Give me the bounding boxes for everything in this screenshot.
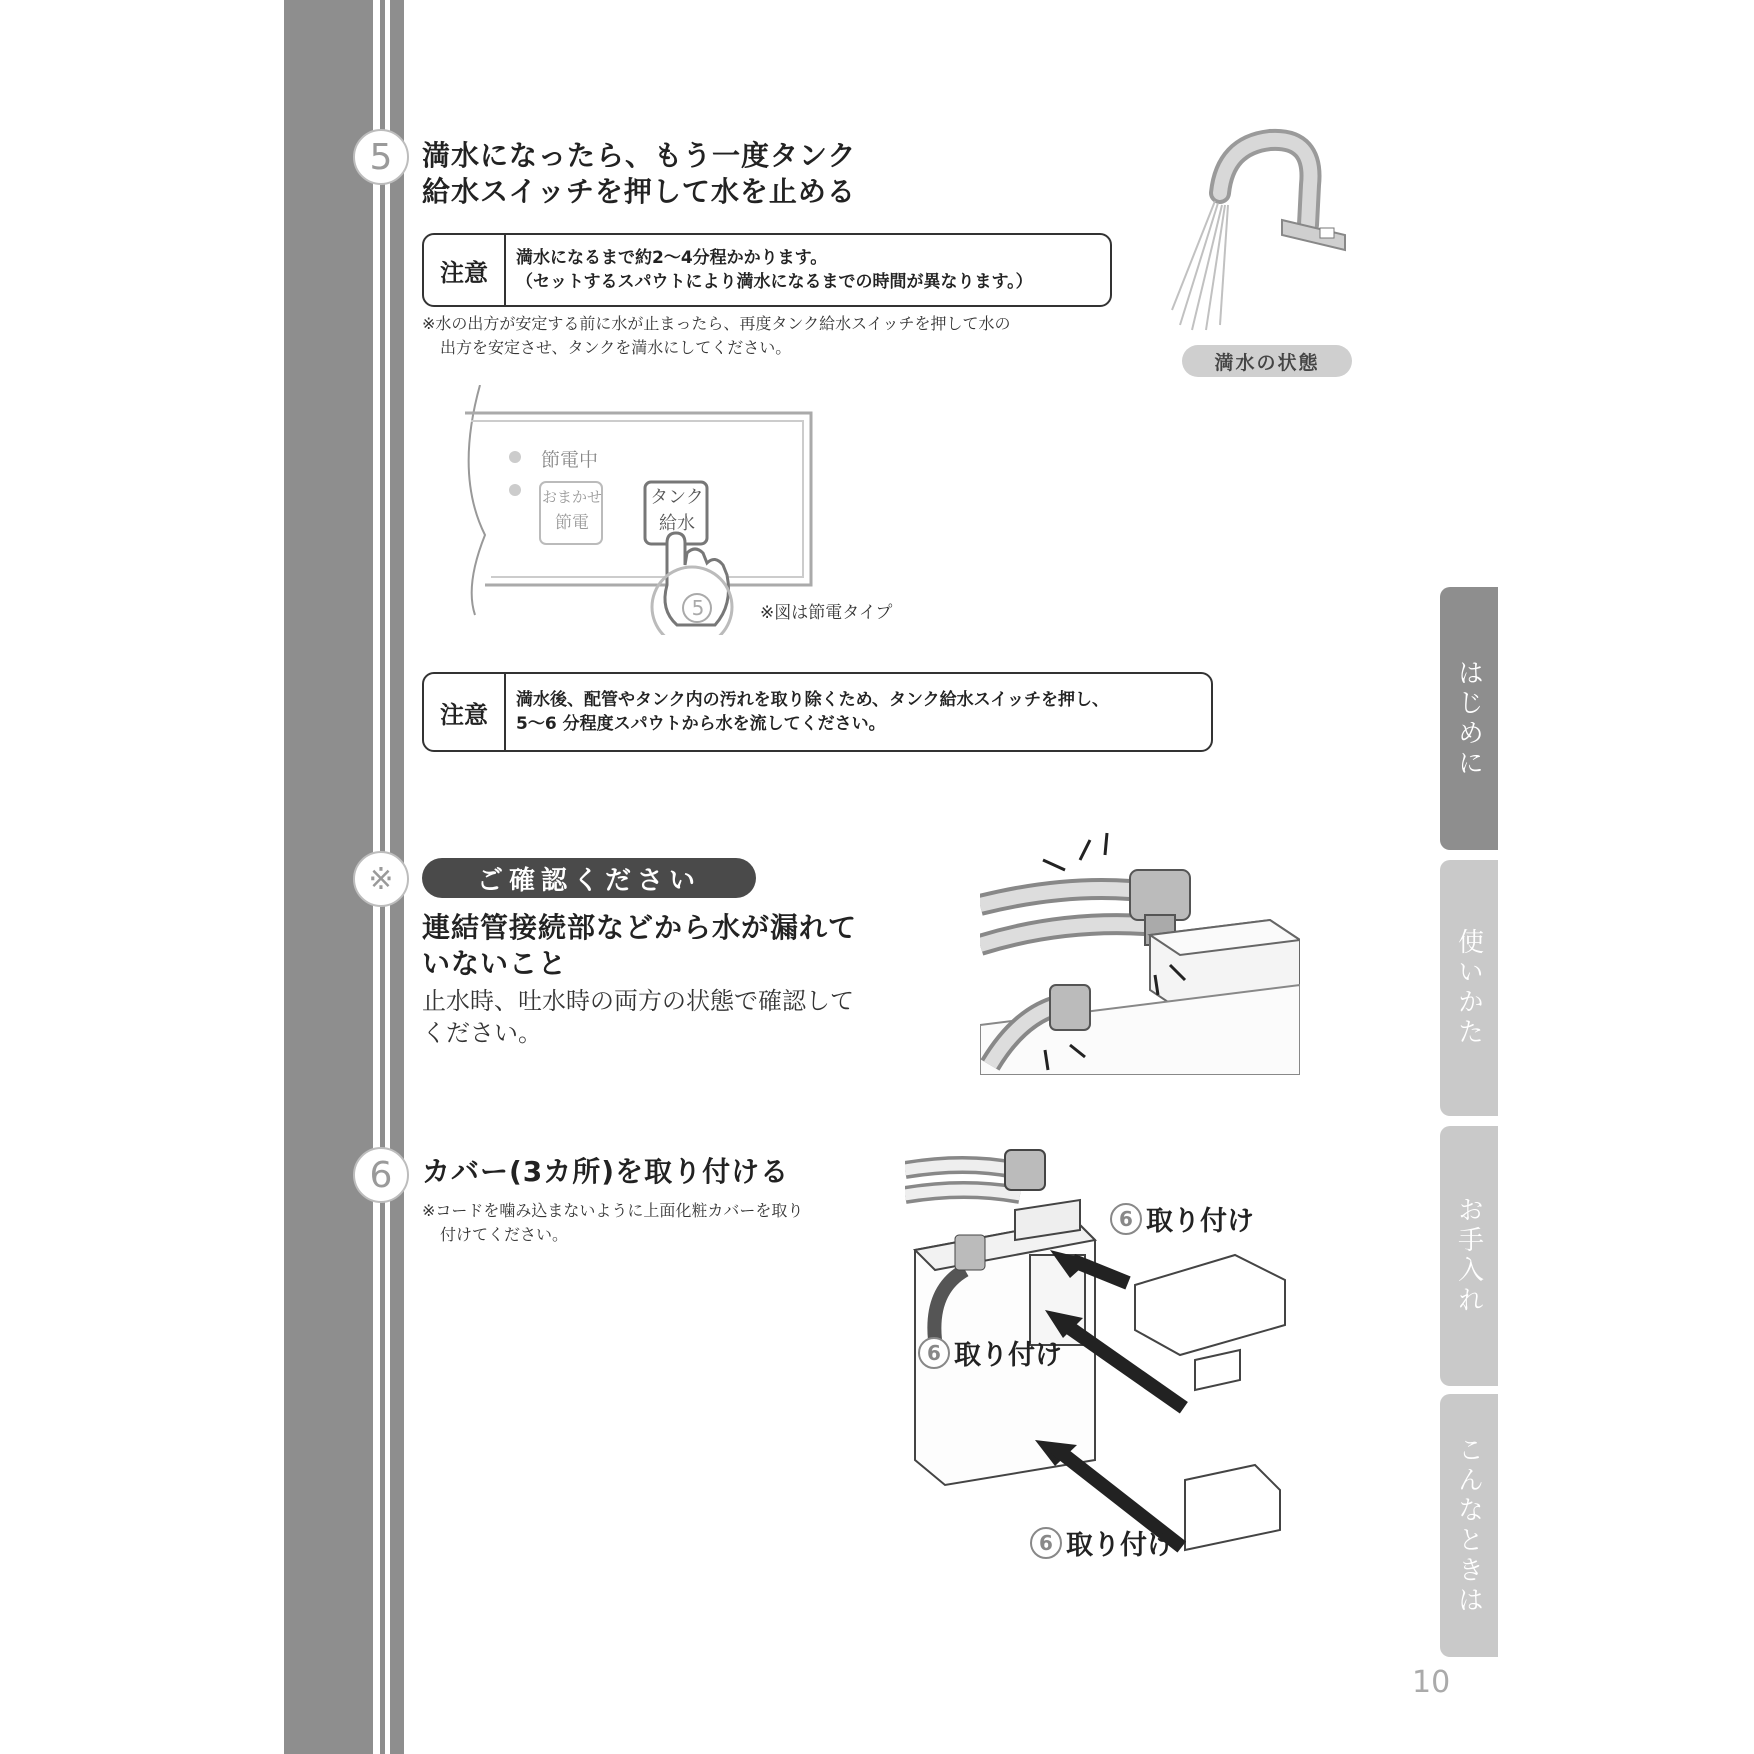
eco-indicator-label: 節電中 — [541, 449, 599, 471]
confirm-title-line2: いないこと — [422, 947, 568, 980]
mount-label-bottom — [1030, 1523, 1174, 1562]
step-6-number: 6 — [353, 1147, 409, 1203]
mount-step-number: 6 — [1030, 1527, 1062, 1559]
caution-box-1 — [422, 233, 1112, 307]
step-5-title-line1: 満水になったら、もう一度タンク — [422, 139, 857, 172]
tab-maintenance[interactable]: お手入れ — [1440, 1126, 1498, 1386]
tank-water-button — [646, 485, 708, 537]
step-5-number: 5 — [353, 129, 409, 185]
mount-step-number: 6 — [1110, 1203, 1142, 1235]
step-6-title: カバー(3カ所)を取り付ける — [422, 1155, 790, 1188]
caution-line: 満水後、配管やタンク内の汚れを取り除くため、タンク給水スイッチを押し、 — [516, 690, 1109, 710]
note-line: 付けてください。 — [440, 1225, 569, 1244]
tab-usage[interactable]: 使いかた — [1440, 860, 1498, 1116]
figure-note: ※図は節電タイプ — [760, 603, 893, 623]
page-number: 10 — [1412, 1665, 1451, 1700]
omakase-label: おまかせ — [541, 488, 602, 506]
mount-label-text: 取り付け — [1146, 1206, 1254, 1237]
mount-step-number: 6 — [918, 1337, 950, 1369]
confirm-title — [422, 910, 857, 982]
caution-line: 5～6 分程度スパウトから水を流してください。 — [516, 714, 886, 734]
pipe-connection-illustration — [980, 825, 1300, 1075]
omakase-label: 節電 — [555, 513, 589, 533]
faucet-illustration — [1170, 125, 1360, 340]
confirm-title-line1: 連結管接続部などから水が漏れて — [422, 911, 858, 944]
confirm-body-line: 止水時、吐水時の両方の状態で確認して — [422, 987, 854, 1015]
caution-line: 満水になるまで約2～4分程かかります。 — [516, 248, 828, 268]
tab-introduction[interactable]: はじめに — [1440, 587, 1498, 850]
confirm-body-line: ください。 — [422, 1019, 542, 1047]
note-line: ※水の出方が安定する前に水が止まったら、再度タンク給水スイッチを押して水の — [422, 314, 1011, 333]
mount-label-text: 取り付け — [954, 1340, 1062, 1371]
confirm-body — [422, 985, 854, 1049]
omakase-eco-button — [541, 484, 603, 536]
caution-line: （セットするスパウトにより満水になるまでの時間が異なります。） — [516, 272, 1033, 292]
tab-troubleshooting[interactable]: こんなときは — [1440, 1394, 1498, 1657]
note-line: 出方を安定させ、タンクを満水にしてください。 — [440, 338, 792, 357]
step-5-note — [422, 312, 1010, 360]
step-5-title-line2: 給水スイッチを押して水を止める — [422, 175, 856, 208]
note-line: ※コードを噛み込まないように上面化粧カバーを取り — [422, 1201, 804, 1220]
tank-label: タンク — [650, 487, 704, 508]
caution-box-2 — [422, 672, 1213, 752]
mount-label-top — [1110, 1199, 1254, 1238]
mount-label-middle — [918, 1333, 1062, 1372]
confirm-pill: ご確認ください — [422, 858, 756, 898]
caution-tag: 注意 — [424, 235, 506, 305]
finger-step-number: 5 — [691, 596, 705, 620]
step-6-note — [422, 1199, 803, 1247]
mount-label-text: 取り付け — [1066, 1530, 1174, 1561]
tank-label: 給水 — [659, 513, 695, 534]
full-water-label: 満水の状態 — [1182, 345, 1352, 377]
confirm-mark: ※ — [353, 851, 409, 907]
caution-tag: 注意 — [424, 674, 506, 750]
step-5-title — [422, 138, 856, 210]
